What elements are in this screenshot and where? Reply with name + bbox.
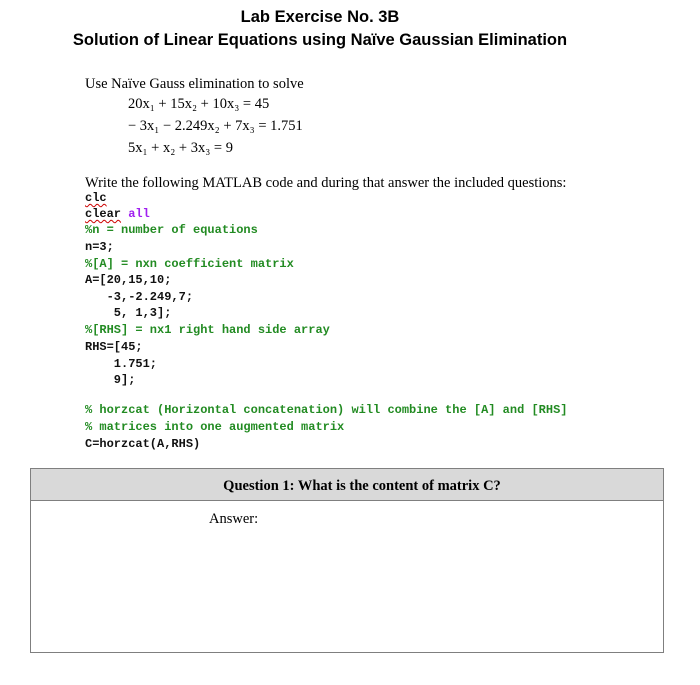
code-comment-horzcat: % horzcat (Horizontal concatenation) will combine the [A] and [RHS] — [85, 403, 568, 417]
code-comment-rhs: %[RHS] = nx1 right hand side array — [85, 323, 330, 337]
code-comment-matrices: % matrices into one augmented matrix — [85, 420, 345, 434]
equation-2: − 3x₁ − 2.249x₂ + 7x₃ = 1.751 — [128, 118, 303, 134]
document-subtitle: Solution of Linear Equations using Naïve Gaussian Elimination — [72, 31, 568, 49]
code-line-clear — [85, 207, 150, 221]
code-line-a1: A=[20,15,10; — [85, 273, 172, 287]
code-line-clc — [85, 191, 107, 205]
question-table — [30, 468, 664, 653]
question-text: Question 1: What is the content of matrix C? — [223, 478, 501, 494]
code-line-rhs3: 9]; — [85, 373, 136, 387]
document-title: Lab Exercise No. 3B — [240, 8, 400, 26]
code-line-rhs1: RHS=[45; — [85, 340, 143, 354]
equation-3: 5x₁ + x₂ + 3x₃ = 9 — [128, 140, 233, 156]
code-comment-a: %[A] = nxn coefficient matrix — [85, 257, 294, 271]
code-line-a3: 5, 1,3]; — [85, 306, 172, 320]
code-comment-n: %n = number of equations — [85, 223, 258, 237]
intro-text: Use Naïve Gauss elimination to solve — [85, 76, 304, 92]
instruction-text: Write the following MATLAB code and during that answer the included questions: — [85, 175, 567, 191]
equation-1: 20x₁ + 15x₂ + 10x₃ = 45 — [128, 96, 270, 112]
code-clear-cmd: clear — [85, 207, 122, 221]
code-line-a2: -3,-2.249,7; — [85, 290, 194, 304]
code-line-n: n=3; — [85, 240, 114, 254]
code-clc: clc — [85, 191, 107, 205]
code-line-rhs2: 1.751; — [85, 357, 158, 371]
answer-label: Answer: — [209, 511, 259, 527]
code-line-c: C=horzcat(A,RHS) — [85, 437, 201, 451]
code-clear-arg: all — [128, 207, 150, 221]
question-header — [31, 469, 663, 501]
